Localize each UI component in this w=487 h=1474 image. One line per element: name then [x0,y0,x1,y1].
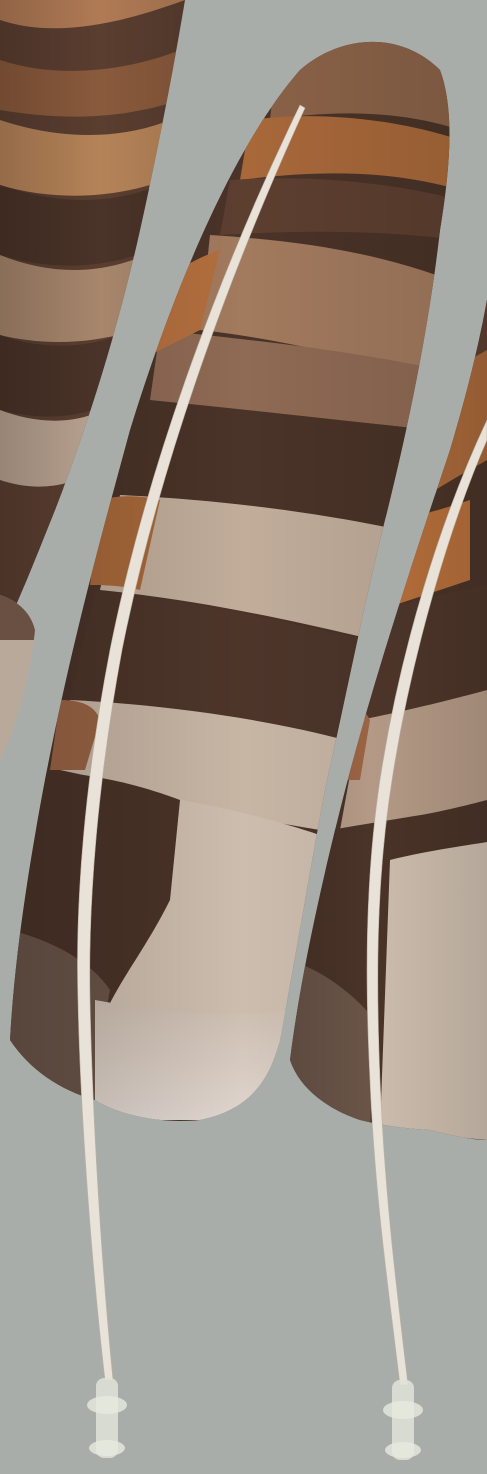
middle-feather-quill-knot-2 [89,1440,125,1456]
right-feather-quill-knot-2 [385,1442,421,1458]
middle-feather-quill-knot [87,1396,127,1414]
right-feather-quill-knot [383,1401,423,1419]
